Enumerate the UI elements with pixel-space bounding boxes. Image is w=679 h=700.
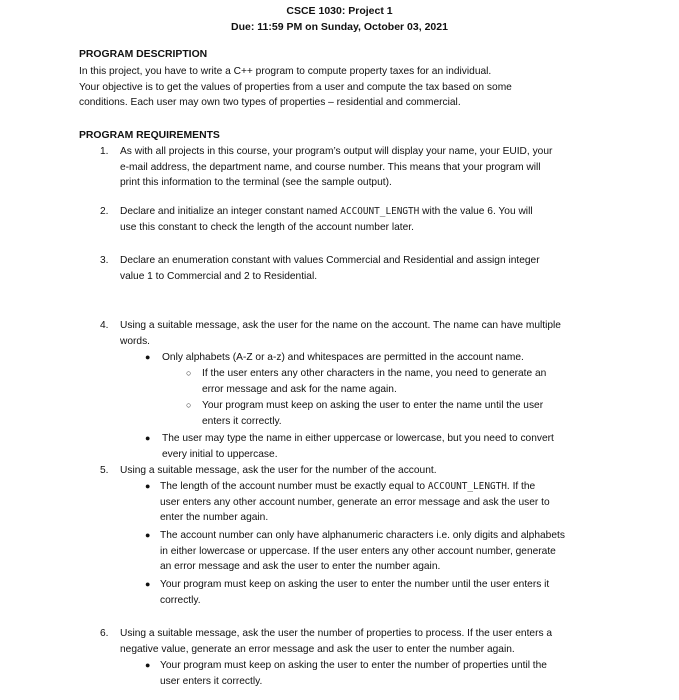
- text-span: . If the: [506, 481, 536, 492]
- item-number: 3.: [100, 255, 109, 266]
- bullet-text: [160, 658, 600, 689]
- item-number: 6.: [100, 628, 109, 639]
- bullet-text: [160, 528, 600, 575]
- item-line: As with all projects in this course, your program’s output will display your name, your EUID, your: [120, 146, 553, 157]
- sub-bullet-line: error message and ask for the name again.: [202, 383, 397, 395]
- bullet-line: an error message and ask the user to enter the number again.: [160, 561, 441, 572]
- bullet-icon: ●: [145, 352, 151, 362]
- requirements-heading: PROGRAM REQUIREMENTS: [79, 130, 220, 141]
- bullet-line: in either lowercase or uppercase. If the user enters any other account number, generate: [160, 545, 556, 557]
- text-span: Declare and initialize an integer constant named: [120, 206, 341, 217]
- item-line: Using a suitable message, ask the user for the number of the account.: [120, 465, 437, 476]
- bullet-line: enter the number again.: [160, 512, 269, 523]
- code-constant: ACCOUNT_LENGTH: [340, 206, 420, 217]
- bullet-icon: ●: [145, 579, 151, 589]
- item-text: [120, 144, 600, 191]
- bullet-line: user enters any other account number, generate an error message and ask the user to: [160, 496, 550, 508]
- item-text: [120, 253, 600, 284]
- item-text: [120, 626, 600, 657]
- item-line: print this information to the terminal (see the sample output).: [120, 177, 392, 188]
- text-span: with the value 6. You will: [419, 206, 533, 217]
- sub-bullet-line: enters it correctly.: [202, 415, 282, 427]
- bullet-line: [160, 479, 600, 495]
- sub-bullet-line: If the user enters any other characters in the name, you need to generate an: [202, 368, 547, 379]
- bullet-line: The account number can only have alphanumeric characters i.e. only digits and alphabets: [160, 530, 565, 541]
- item-number: 5.: [100, 465, 109, 476]
- sub-bullet-text: [202, 366, 602, 397]
- bullet-text: [160, 577, 600, 608]
- item-line: e-mail address, the department name, and course number. This means that your program will: [120, 161, 541, 173]
- item-line: negative value, generate an error message and ask the user to enter the number again.: [120, 643, 515, 655]
- item-line: value 1 to Commercial and 2 to Residential.: [120, 270, 318, 282]
- text-span: The length of the account number must be exactly equal to: [160, 481, 428, 492]
- bullet-line: correctly.: [160, 594, 201, 606]
- item-line: Declare an enumeration constant with values Commercial and Residential and assign integer: [120, 255, 540, 266]
- bullet-line: user enters it correctly.: [160, 675, 263, 687]
- item-number: 4.: [100, 320, 109, 331]
- item-text: [120, 463, 600, 479]
- bullet-line: Your program must keep on asking the user to enter the number until the user enters it: [160, 579, 550, 590]
- bullet-icon: ●: [145, 481, 151, 491]
- document-header: [0, 3, 679, 35]
- circle-bullet-icon: ○: [186, 368, 192, 378]
- bullet-line: The user may type the name in either uppercase or lowercase, but you need to convert: [162, 433, 554, 444]
- item-number: 2.: [100, 206, 109, 217]
- bullet-text: [160, 479, 600, 526]
- item-line: Using a suitable message, ask the user for the name on the account. The name can have multiple: [120, 320, 561, 331]
- item-text: [120, 204, 600, 235]
- due-date: Due: 11:59 PM on Sunday, October 03, 2021: [231, 21, 448, 33]
- sub-bullet-line: Your program must keep on asking the user to enter the name until the user: [202, 400, 544, 411]
- description-line: conditions. Each user may own two types of properties – residential and commercial.: [79, 97, 461, 108]
- bullet-text: [162, 431, 602, 462]
- description-line: In this project, you have to write a C++ program to compute property taxes for an individual.: [79, 66, 492, 77]
- description-line: Your objective is to get the values of properties from a user and compute the tax based on some: [79, 81, 512, 93]
- bullet-icon: ●: [145, 433, 151, 443]
- bullet-icon: ●: [145, 530, 151, 540]
- item-number: 1.: [100, 146, 109, 157]
- bullet-text: Only alphabets (A-Z or a-z) and whitespaces are permitted in the account name.: [162, 352, 524, 363]
- course-title: CSCE 1030: Project 1: [286, 5, 393, 17]
- item-text: [120, 318, 600, 349]
- item-line: use this constant to check the length of the account number later.: [120, 221, 414, 233]
- item-line: Using a suitable message, ask the user the number of properties to process. If the user enters a: [120, 628, 553, 639]
- sub-bullet-text: [202, 398, 602, 429]
- code-constant: ACCOUNT_LENGTH: [427, 481, 507, 492]
- bullet-line: every initial to uppercase.: [162, 448, 278, 460]
- bullet-line: Your program must keep on asking the user to enter the number of properties until the: [160, 660, 547, 671]
- description-paragraph: [79, 64, 599, 111]
- item-line: words.: [120, 335, 151, 347]
- item-line: [120, 204, 600, 220]
- description-heading: PROGRAM DESCRIPTION: [79, 49, 208, 60]
- circle-bullet-icon: ○: [186, 400, 192, 410]
- bullet-icon: ●: [145, 660, 151, 670]
